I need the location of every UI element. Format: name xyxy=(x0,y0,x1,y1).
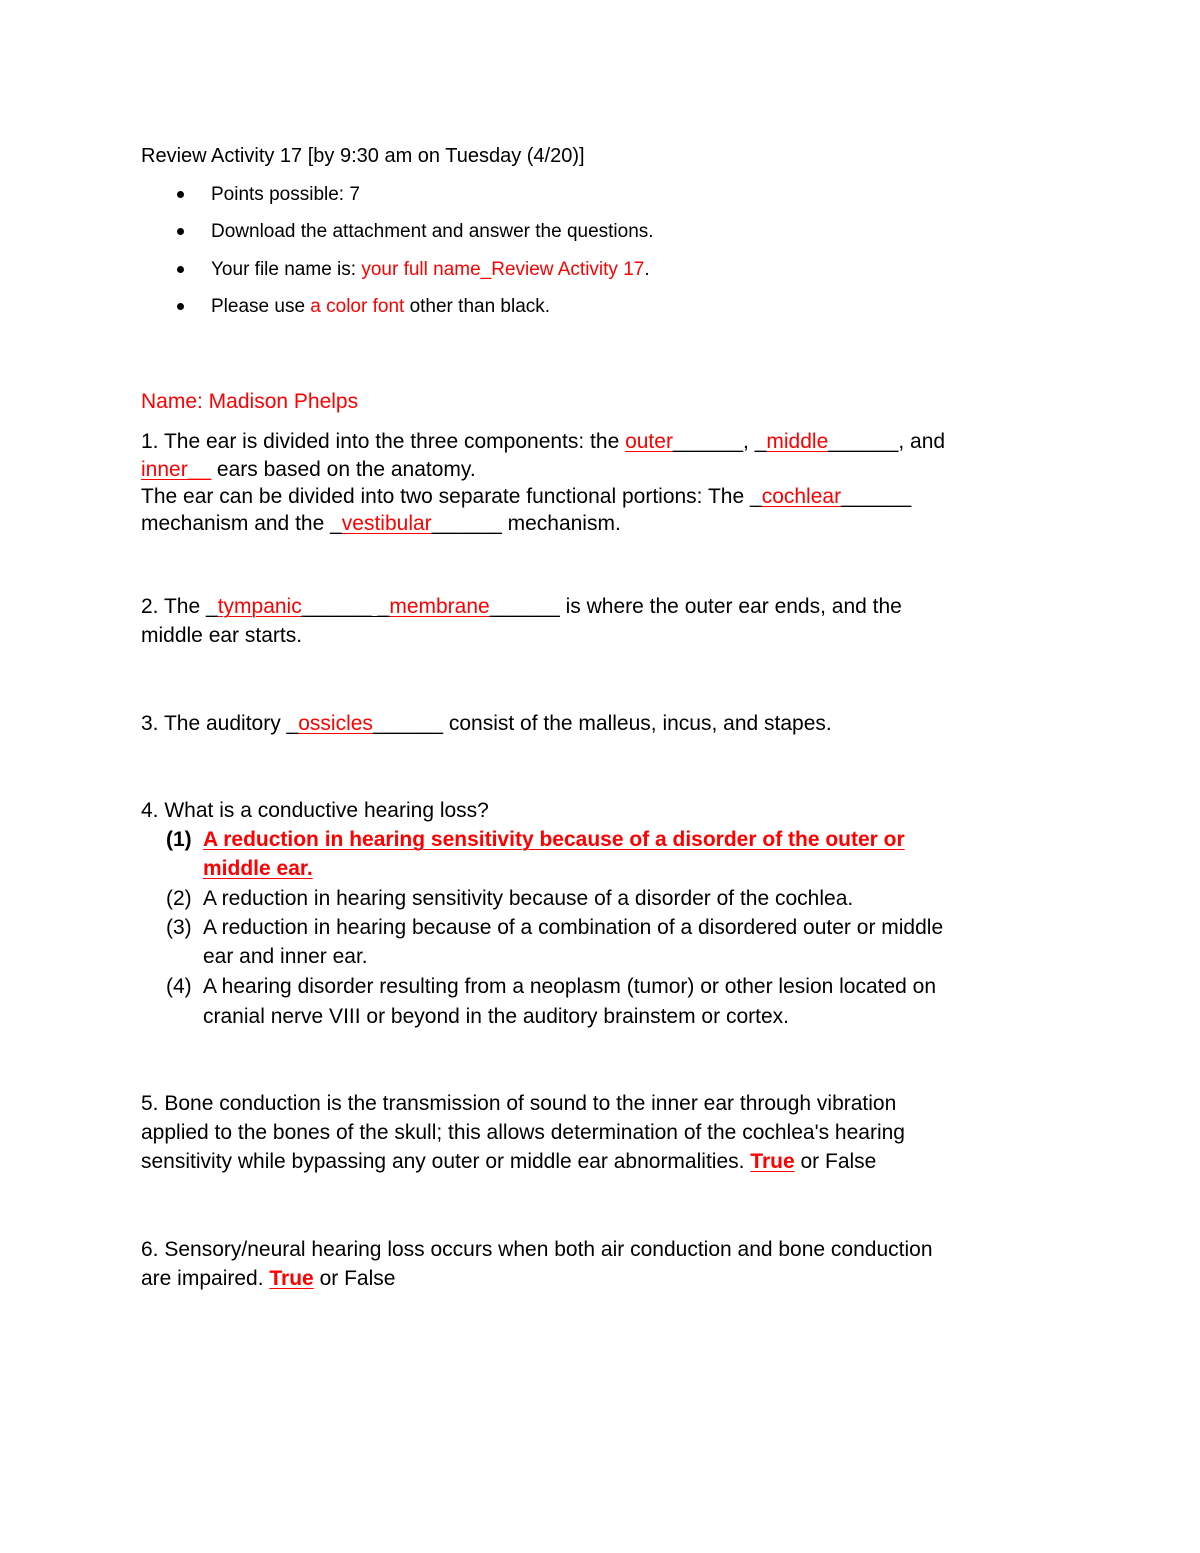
q4-option4-line2: cranial nerve VIII or beyond in the auditory brainstem or cortex. xyxy=(203,1005,789,1028)
q4-option4-line1: A hearing disorder resulting from a neoplasm (tumor) or other lesion located on xyxy=(203,975,937,998)
color-font-value: a color font xyxy=(310,296,405,317)
q4-option2-line1: A reduction in hearing sensitivity because of a disorder of the cochlea. xyxy=(203,887,854,910)
activity-title: Review Activity 17 [by 9:30 am on Tuesday (4/20)] xyxy=(141,145,585,167)
q4-option2-number: (2) xyxy=(166,887,192,910)
q6-answer-true: True xyxy=(269,1267,314,1290)
q5-line1: 5. Bone conduction is the transmission of sound to the inner ear through vibration xyxy=(141,1092,897,1115)
q4-option3-number: (3) xyxy=(166,916,192,939)
color-instruction: Please use a color font other than black. xyxy=(211,296,551,317)
download-instruction: Download the attachment and answer the questions. xyxy=(211,221,654,242)
q6-line1: 6. Sensory/neural hearing loss occurs when both air conduction and bone conduction xyxy=(141,1238,933,1261)
answer-outer: outer xyxy=(625,430,673,453)
answer-membrane: membrane xyxy=(389,595,490,618)
answer-cochlear: cochlear xyxy=(761,485,842,508)
q4-question: 4. What is a conductive hearing loss? xyxy=(141,799,489,822)
answer-inner: inner xyxy=(141,458,188,481)
bullet-icon xyxy=(177,303,184,310)
q1-line1: 1. The ear is divided into the three components: the outer______, _middle______, and xyxy=(141,430,946,453)
answer-tympanic: tympanic xyxy=(217,595,302,618)
q4-option3-line1: A reduction in hearing because of a combination of a disordered outer or middle xyxy=(203,916,944,939)
q2-line1: 2. The _tympanic______ _membrane______ is where the outer ear ends, and the xyxy=(141,595,902,618)
bullet-icon xyxy=(177,191,184,198)
q2-line2: middle ear starts. xyxy=(141,624,303,647)
student-name: Name: Madison Phelps xyxy=(141,390,359,413)
answer-vestibular: vestibular xyxy=(341,512,432,535)
filename-value: your full name_Review Activity 17 xyxy=(361,259,645,280)
q4-option4-number: (4) xyxy=(166,975,192,998)
q5-line2: applied to the bones of the skull; this allows determination of the cochlea's hearing xyxy=(141,1121,905,1144)
answer-ossicles: ossicles xyxy=(298,712,373,735)
q4-option1-number: (1) xyxy=(166,828,192,851)
q5-answer-true: True xyxy=(750,1150,795,1173)
q6-line2: are impaired. True or False xyxy=(141,1267,396,1290)
q5-line3: sensitivity while bypassing any outer or middle ear abnormalities. True or False xyxy=(141,1150,877,1173)
q1-line3: The ear can be divided into two separate functional portions: The _cochlear______ xyxy=(141,485,912,508)
q1-line2: inner__ ears based on the anatomy. xyxy=(141,458,476,481)
points-possible: Points possible: 7 xyxy=(211,184,360,205)
filename-instruction: Your file name is: your full name_Review Activity 17. xyxy=(211,259,650,280)
bullet-icon xyxy=(177,266,184,273)
answer-middle: middle xyxy=(766,430,829,453)
q4-option1-line1: A reduction in hearing sensitivity because of a disorder of the outer or xyxy=(203,828,905,851)
q1-line4: mechanism and the _vestibular______ mechanism. xyxy=(141,512,621,535)
bullet-icon xyxy=(177,228,184,235)
q3-line: 3. The auditory _ossicles______ consist of the malleus, incus, and stapes. xyxy=(141,712,832,735)
q4-option1-line2: middle ear. xyxy=(203,857,313,880)
q4-option3-line2: ear and inner ear. xyxy=(203,945,368,968)
